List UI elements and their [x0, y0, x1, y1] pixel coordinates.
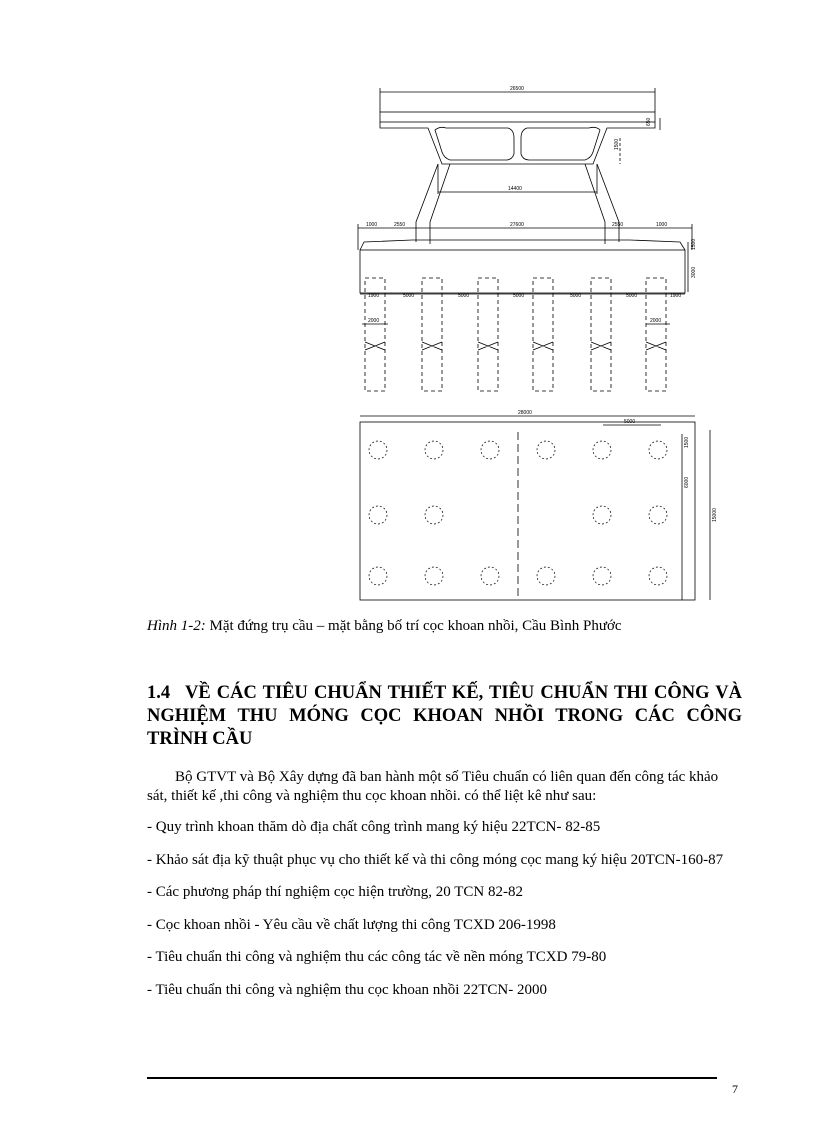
- dim-cap-seg-3: 2550: [612, 222, 624, 228]
- list-item: - Cọc khoan nhồi - Yêu cầu về chất lượng thi công TCXD 206-1998: [147, 916, 556, 933]
- dim-footing-depth: 3000: [691, 266, 697, 278]
- dim-pile-spacing-7: 1900: [670, 293, 682, 299]
- pile-plan: [360, 416, 710, 600]
- dim-pile-diameter-right: 2000: [650, 318, 662, 324]
- dim-pile-spacing-4: 5000: [513, 293, 525, 299]
- dim-cap-depth: 1500: [691, 238, 697, 250]
- dim-pile-spacing-3: 5000: [458, 293, 470, 299]
- intro-paragraph: Bộ GTVT và Bộ Xây dựng đã ban hành một số Tiêu chuẩn có liên quan đến công tác khảo sát, thiết kế ,thi công và nghiệm thu cọc khoan nhồi. có thể liệt kê như sau:: [147, 769, 719, 804]
- list-item: - Khảo sát địa kỹ thuật phục vụ cho thiết kế và thi công móng cọc mang ký hiệu 20TCN-160-87: [147, 851, 724, 868]
- dim-pile-spacing-1: 1900: [368, 293, 380, 299]
- dim-girder-depth: 1500: [614, 138, 620, 150]
- section-title: VỀ CÁC TIÊU CHUẨN THIẾT KẾ, TIÊU CHUẨN THI CÔNG VÀ NGHIỆM THU MÓNG CỌC KHOAN NHỒI TRONG CÁC CÔNG TRÌNH CẦU: [147, 683, 742, 749]
- pier-columns: [416, 164, 619, 244]
- section-heading: [147, 682, 742, 751]
- list-item: - Tiêu chuẩn thi công và nghiệm thu cọc khoan nhồi 22TCN- 2000: [147, 981, 547, 998]
- dim-cap-seg-2: 2550: [394, 222, 406, 228]
- figure-caption-text: Mặt đứng trụ cầu – mặt bằng bố trí cọc khoan nhồi, Cầu Bình Phước: [205, 618, 622, 634]
- pier-drawing: [350, 82, 720, 610]
- dim-edge-distance: 1500: [684, 436, 690, 448]
- dim-cap-seg-1: 1000: [366, 222, 378, 228]
- dim-column-spacing: 14400: [508, 186, 522, 192]
- list-item: - Quy trình khoan thăm dò địa chất công trình mang ký hiệu 22TCN- 82-85: [147, 819, 601, 835]
- footer-rule: [147, 1077, 717, 1079]
- dim-cap-width: 27600: [510, 222, 524, 228]
- box-girder: [380, 112, 660, 164]
- dim-deck-width: 26500: [510, 86, 524, 92]
- standards-list: [147, 818, 742, 1013]
- dim-plan-pile-spacing: 5000: [624, 419, 636, 425]
- dim-pile-spacing-2: 5000: [403, 293, 415, 299]
- list-item: - Các phương pháp thí nghiệm cọc hiện trường, 20 TCN 82-82: [147, 884, 523, 900]
- dim-pile-spacing-6: 5000: [626, 293, 638, 299]
- dim-plan-width: 28000: [518, 410, 532, 416]
- dim-row-spacing: 6000: [684, 476, 690, 488]
- dim-plan-depth: 15000: [712, 508, 718, 522]
- section-number: 1.4: [147, 683, 171, 703]
- dim-pile-diameter-left: 2000: [368, 318, 380, 324]
- pier-cap: [358, 224, 692, 293]
- figure-label: Hình 1-2:: [147, 618, 206, 634]
- page-number: 7: [732, 1082, 738, 1096]
- dim-pile-spacing-5: 5000: [570, 293, 582, 299]
- figure-caption: [147, 617, 747, 635]
- list-item: - Tiêu chuẩn thi công và nghiệm thu các công tác về nền móng TCXD 79-80: [147, 949, 607, 965]
- dim-cap-seg-4: 1000: [656, 222, 668, 228]
- dim-deck-depth: 650: [646, 117, 652, 126]
